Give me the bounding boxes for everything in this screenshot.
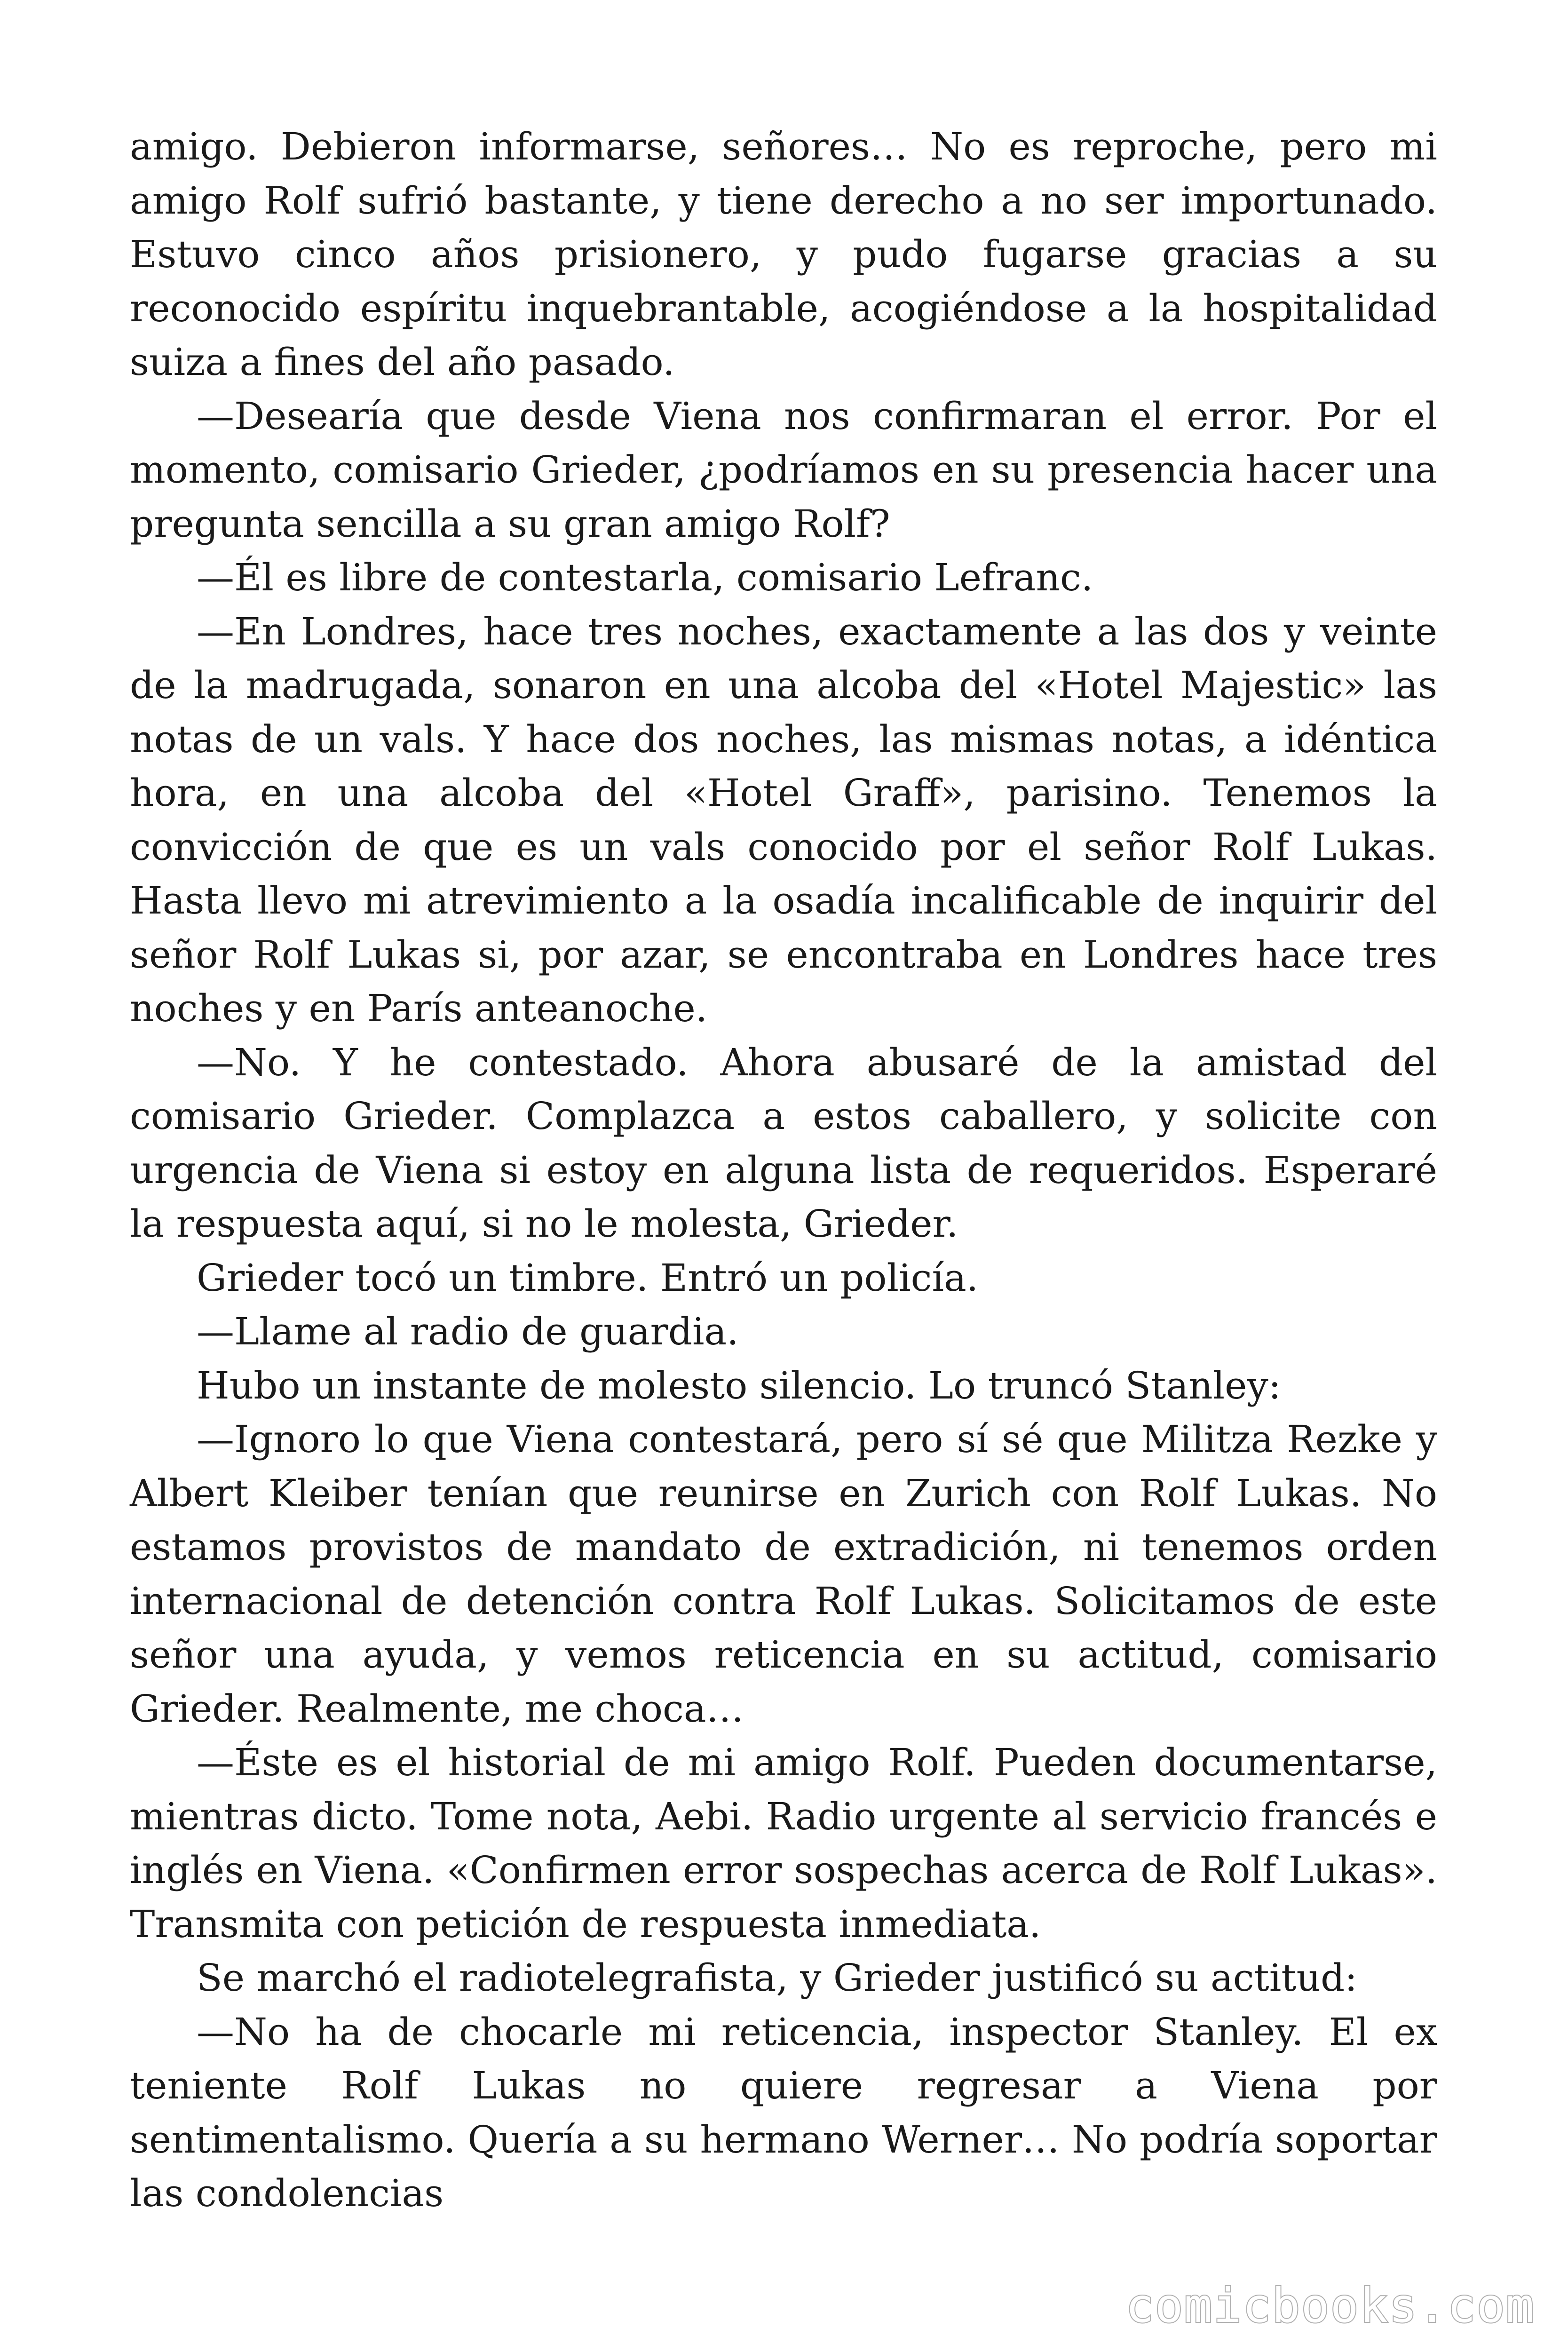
paragraph-3: —Él es libre de contestarla, comisario Lefranc. — [197, 556, 1093, 599]
paragraph-4: —En Londres, hace tres noches, exactamente a las dos y veinte de la madrugada, sonaron en una alcoba del «Hotel Majestic» las notas de un vals. Y hace dos noches, las mismas notas, a idéntica hora, en una alcoba del «Hotel Graff», parisino. Tenemos la convicción de que es un vals conocido por el señor Rolf Lukas. Hasta llevo mi atrevimiento a la osadía incalificable de inquirir del señor Rolf Lukas si, por azar, se encontraba en Londres hace tres noches y en París anteanoche. — [130, 609, 1437, 1030]
paragraph-1: amigo. Debieron informarse, señores… No es reproche, pero mi amigo Rolf sufrió bastante, y tiene derecho a no ser importunado. Estuvo cinco años prisionero, y pudo fugarse gracias a su reconocido espíritu inquebrantable, acogiéndose a la hospitalidad suiza a fines del año pasado. — [130, 125, 1437, 384]
paragraph-12: —No ha de chocarle mi reticencia, inspector Stanley. El ex teniente Rolf Lukas no quiere regresar a Viena por sentimentalismo. Quería a su hermano Werner… No podría soportar las condolencias — [130, 2010, 1437, 2215]
paragraph-9: —Ignoro lo que Viena contestará, pero sí sé que Militza Rezke y Albert Kleiber tenían que reunirse en Zurich con Rolf Lukas. No estamos provistos de mandato de extradición, ni tenemos orden internacional de detención contra Rolf Lukas. Solicitamos de este señor una ayuda, y vemos reticencia en su actitud, comisario Grieder. Realmente, me choca… — [130, 1417, 1437, 1731]
book-page-text — [130, 120, 1437, 2221]
watermark: comicbooks.com — [1125, 2278, 1535, 2333]
paragraph-2: —Desearía que desde Viena nos confirmaran el error. Por el momento, comisario Grieder, ¿podríamos en su presencia hacer una pregunta sencilla a su gran amigo Rolf? — [130, 394, 1437, 546]
paragraph-10: —Éste es el historial de mi amigo Rolf. Pueden documentarse, mientras dicto. Tome nota, Aebi. Radio urgente al servicio francés e inglés en Viena. «Confirmen error sospechas acerca de Rolf Lukas». Transmita con petición de respuesta inmediata. — [130, 1740, 1437, 1946]
paragraph-11: Se marchó el radiotelegrafista, y Grieder justificó su actitud: — [197, 1956, 1358, 2000]
paragraph-7: —Llame al radio de guardia. — [197, 1310, 739, 1353]
paragraph-8: Hubo un instante de molesto silencio. Lo truncó Stanley: — [197, 1363, 1281, 1407]
paragraph-6: Grieder tocó un timbre. Entró un policía. — [197, 1255, 979, 1300]
paragraph-5: —No. Y he contestado. Ahora abusaré de la amistad del comisario Grieder. Complazca a estos caballero, y solicite con urgencia de Viena si estoy en alguna lista de requeridos. Esperaré la respuesta aquí, si no le molesta, Grieder. — [130, 1040, 1437, 1246]
